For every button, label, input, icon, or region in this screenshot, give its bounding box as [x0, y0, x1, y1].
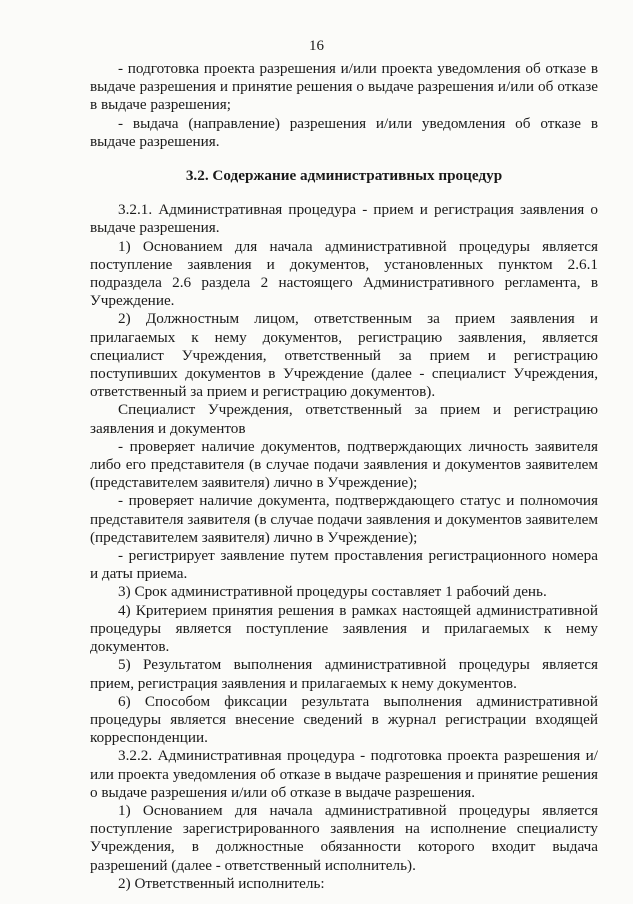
paragraph-item-4: 4) Критерием принятия решения в рамках настоящей административной процедуры является поступление заявления и прилагаемых к нему документов. — [90, 601, 598, 656]
section-heading: 3.2. Содержание административных процедур — [185, 167, 503, 185]
paragraph-3-2-2-item-2: 2) Ответственный исполнитель: — [118, 874, 325, 892]
paragraph-item-5: 5) Результатом выполнения административной процедуры является прием, регистрация заявления и прилагаемых к нему документов. — [90, 656, 598, 692]
paragraph-register: - регистрирует заявление путем проставления регистрационного номера и даты приема. — [90, 547, 598, 583]
paragraph-3-2-2-item-1: 1) Основанием для начала административной процедуры является поступление зарегистрированного заявления на исполнение специалисту Учреждения, в должностные обязанности которого входит выдача разрешений (далее - ответственный исполнитель). — [90, 801, 598, 874]
paragraph-item-1: 1) Основанием для начала административной процедуры является поступление заявления и документов, установленных пунктом 2.6.1 подраздела 2.6 раздела 2 настоящего Административного регламента, в Учреждение. — [90, 237, 598, 310]
page-number: 16 — [309, 38, 324, 54]
paragraph-item-6: 6) Способом фиксации результата выполнения административной процедуры является внесение сведений в журнал регистрации входящей корреспонденции. — [90, 692, 598, 747]
paragraph-check-status: - проверяет наличие документа, подтверждающего статус и полномочия представителя заявителя (в случае подачи заявления и документов заявителем (представителем заявителя) лично в Учреждение); — [90, 492, 598, 546]
paragraph-bullet-preparation: - подготовка проекта разрешения и/или проекта уведомления об отказе в выдаче разрешения и принятие решения о выдаче разрешения и/или об отказе в выдаче разрешения; — [90, 60, 598, 114]
document-body — [90, 60, 598, 893]
paragraph-bullet-issuance: - выдача (направление) разрешения и/или уведомления об отказе в выдаче разрешения. — [90, 114, 598, 150]
paragraph-3-2-1: 3.2.1. Административная процедура - прием и регистрация заявления о выдаче разрешения. — [90, 201, 598, 237]
paragraph-item-3: 3) Срок административной процедуры составляет 1 рабочий день. — [118, 583, 547, 601]
paragraph-item-2: 2) Должностным лицом, ответственным за прием заявления и прилагаемых к нему документов, регистрацию заявления, является специалист Учреждения, ответственный за прием и регистрацию поступивших документов в Учреждение (далее - специалист Учреждения, ответственный за прием и регистрацию документов). — [90, 310, 598, 401]
paragraph-specialist: Специалист Учреждения, ответственный за прием и регистрацию заявления и документов — [90, 401, 598, 437]
paragraph-check-identity: - проверяет наличие документов, подтверждающих личность заявителя либо его представителя (в случае подачи заявления и документов заявителем (представителем заявителя) лично в Учреждение); — [90, 437, 598, 492]
paragraph-3-2-2: 3.2.2. Административная процедура - подготовка проекта разрешения и/или проекта уведомления об отказе в выдаче разрешения и принятие решения о выдаче разрешения и/или об отказе в выдаче разрешения. — [90, 747, 598, 801]
